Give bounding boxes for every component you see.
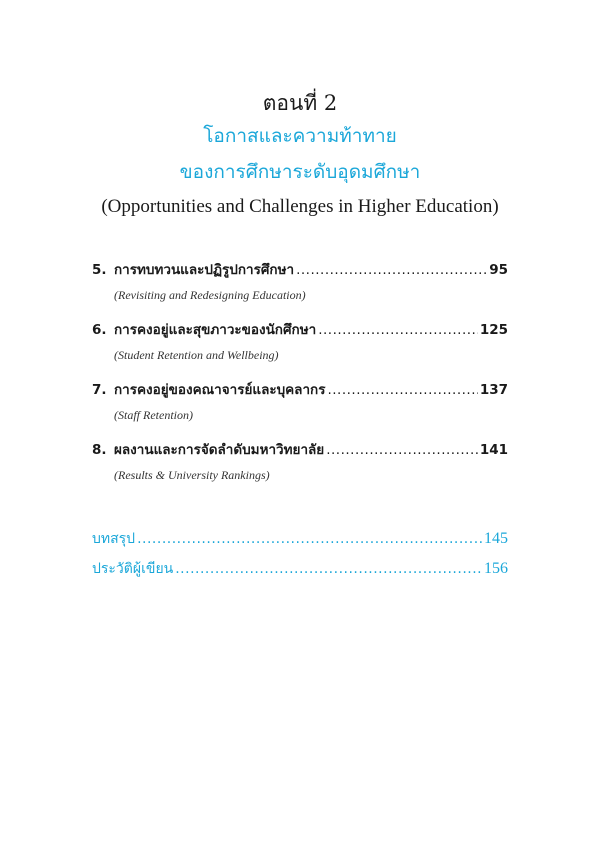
toc-entry-5[interactable] [92,258,508,306]
thai-title-line1: โอกาสและความท้าทาย [203,125,397,147]
toc-entry-title: ผลงานและการจัดลำดับมหาวิทยาลัย [114,442,325,458]
thai-title-line2: ของการศึกษาระดับอุดมศึกษา [179,161,421,183]
dot-leader [326,442,478,458]
toc-entry-author-bio[interactable] [92,558,508,588]
author-bio-title: ประวัติผู้เขียน [92,561,174,577]
toc-entry-number: 6. [92,322,107,338]
toc-entry-summary[interactable] [92,528,508,558]
dot-leader [327,382,477,398]
toc-entry-8[interactable] [92,438,508,486]
toc-entry-page: 137 [479,382,508,398]
toc-entry-number: 7. [92,382,107,398]
dot-leader [137,531,482,547]
toc-entry-subtitle: (Staff Retention) [114,408,193,422]
toc-entry-subtitle: (Student Retention and Wellbeing) [114,348,279,362]
toc-entry-title: การคงอยู่และสุขภาวะของนักศึกษา [114,322,317,338]
toc-entry-6[interactable] [92,318,508,366]
part-label: ตอนที่ 2 [262,91,338,115]
toc-entry-page: 125 [479,322,508,338]
toc-entry-title: การทบทวนและปฏิรูปการศึกษา [114,262,295,278]
part-header [0,88,600,222]
dot-leader [175,561,482,577]
dot-leader [296,262,487,278]
toc-entry-number: 5. [92,262,107,278]
summary-title: บทสรุป [92,531,136,547]
dot-leader [318,322,478,338]
toc-entry-7[interactable] [92,378,508,426]
toc-entry-page: 95 [489,262,508,278]
toc-entry-subtitle: (Revisiting and Redesigning Education) [114,288,306,302]
english-title: (Opportunities and Challenges in Higher Education) [101,196,499,217]
table-of-contents [92,258,508,498]
toc-entry-page: 141 [479,442,508,458]
toc-entry-number: 8. [92,442,107,458]
back-matter-list [92,528,508,588]
toc-entry-title: การคงอยู่ของคณาจารย์และบุคลากร [114,382,326,398]
summary-page: 145 [484,530,508,547]
author-bio-page: 156 [484,560,508,577]
toc-entry-subtitle: (Results & University Rankings) [114,468,270,482]
